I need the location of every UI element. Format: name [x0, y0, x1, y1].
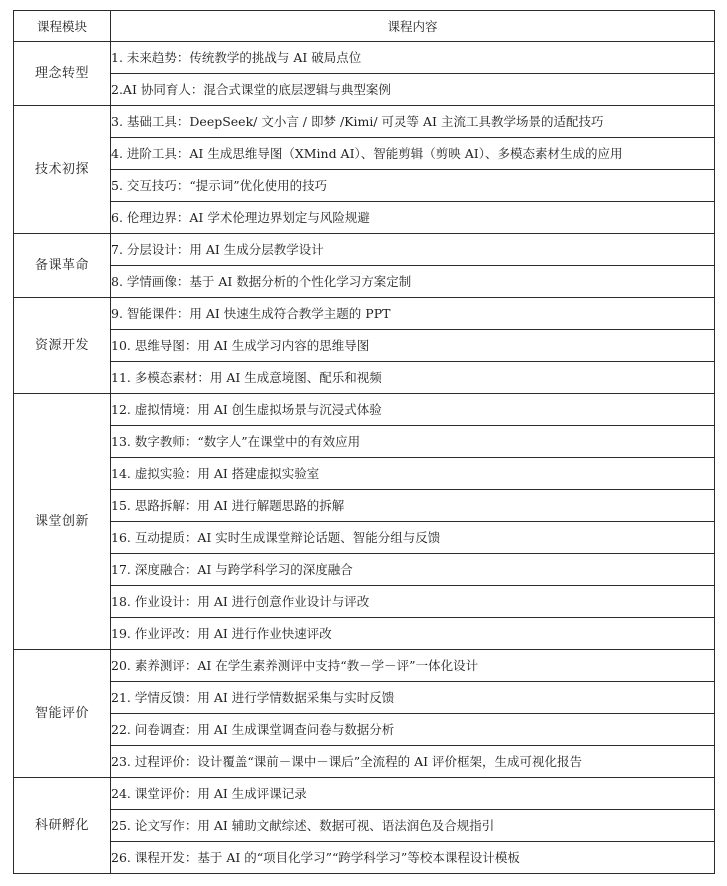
content-cell: 14. 虚拟实验：用 AI 搭建虚拟实验室 [111, 458, 715, 490]
content-cell: 26. 课程开发：基于 AI 的“项目化学习”“跨学科学习”等校本课程设计模板 [111, 842, 715, 874]
table-row [14, 810, 715, 842]
content-cell: 11. 多模态素材：用 AI 生成意境图、配乐和视频 [111, 362, 715, 394]
content-cell: 4. 进阶工具：AI 生成思维导图（XMind AI）、智能剪辑（剪映 AI）、多模态素材生成的应用 [111, 138, 715, 170]
table-row [14, 74, 715, 106]
table-row [14, 490, 715, 522]
table-row [14, 362, 715, 394]
table-row [14, 426, 715, 458]
content-cell: 18. 作业设计：用 AI 进行创意作业设计与评改 [111, 586, 715, 618]
table-row [14, 746, 715, 778]
content-cell: 19. 作业评改：用 AI 进行作业快速评改 [111, 618, 715, 650]
module-cell: 科研孵化 [14, 778, 111, 874]
table-row [14, 650, 715, 682]
content-cell: 7. 分层设计：用 AI 生成分层教学设计 [111, 234, 715, 266]
module-cell: 技术初探 [14, 106, 111, 234]
content-cell: 10. 思维导图：用 AI 生成学习内容的思维导图 [111, 330, 715, 362]
module-cell: 理念转型 [14, 42, 111, 106]
content-cell: 16. 互动提质：AI 实时生成课堂辩论话题、智能分组与反馈 [111, 522, 715, 554]
table-row [14, 42, 715, 74]
content-cell: 20. 素养测评：AI 在学生素养测评中支持“教－学－评”一体化设计 [111, 650, 715, 682]
content-cell: 23. 过程评价：设计覆盖“课前－课中－课后”全流程的 AI 评价框架，生成可视化报告 [111, 746, 715, 778]
table-row [14, 394, 715, 426]
table-row [14, 682, 715, 714]
table-row [14, 202, 715, 234]
content-cell: 15. 思路拆解：用 AI 进行解题思路的拆解 [111, 490, 715, 522]
content-cell: 21. 学情反馈：用 AI 进行学情数据采集与实时反馈 [111, 682, 715, 714]
table-row [14, 586, 715, 618]
course-table [13, 10, 715, 874]
content-cell: 6. 伦理边界：AI 学术伦理边界划定与风险规避 [111, 202, 715, 234]
table-row [14, 266, 715, 298]
module-cell: 课堂创新 [14, 394, 111, 650]
header-content: 课程内容 [111, 11, 715, 42]
table-row [14, 106, 715, 138]
table-row [14, 458, 715, 490]
table-row [14, 554, 715, 586]
table-row [14, 234, 715, 266]
table-row [14, 522, 715, 554]
table-row [14, 714, 715, 746]
header-row [14, 11, 715, 42]
content-cell: 5. 交互技巧：“提示词”优化使用的技巧 [111, 170, 715, 202]
content-cell: 2.AI 协同育人：混合式课堂的底层逻辑与典型案例 [111, 74, 715, 106]
module-cell: 备课革命 [14, 234, 111, 298]
table-header [14, 11, 715, 42]
table-row [14, 842, 715, 874]
content-cell: 22. 问卷调查：用 AI 生成课堂调查问卷与数据分析 [111, 714, 715, 746]
content-cell: 13. 数字教师：“数字人”在课堂中的有效应用 [111, 426, 715, 458]
content-cell: 17. 深度融合：AI 与跨学科学习的深度融合 [111, 554, 715, 586]
table-row [14, 138, 715, 170]
table-row [14, 298, 715, 330]
table-row [14, 618, 715, 650]
course-table-container [13, 10, 714, 874]
content-cell: 8. 学情画像：基于 AI 数据分析的个性化学习方案定制 [111, 266, 715, 298]
table-row [14, 778, 715, 810]
content-cell: 24. 课堂评价：用 AI 生成评课记录 [111, 778, 715, 810]
content-cell: 9. 智能课件：用 AI 快速生成符合教学主题的 PPT [111, 298, 715, 330]
table-row [14, 170, 715, 202]
content-cell: 1. 未来趋势：传统教学的挑战与 AI 破局点位 [111, 42, 715, 74]
content-cell: 25. 论文写作：用 AI 辅助文献综述、数据可视、语法润色及合规指引 [111, 810, 715, 842]
table-row [14, 330, 715, 362]
table-body [14, 42, 715, 874]
module-cell: 智能评价 [14, 650, 111, 778]
content-cell: 12. 虚拟情境：用 AI 创生虚拟场景与沉浸式体验 [111, 394, 715, 426]
module-cell: 资源开发 [14, 298, 111, 394]
header-module: 课程模块 [14, 11, 111, 42]
content-cell: 3. 基础工具：DeepSeek/ 文小言 / 即梦 /Kimi/ 可灵等 AI 主流工具教学场景的适配技巧 [111, 106, 715, 138]
